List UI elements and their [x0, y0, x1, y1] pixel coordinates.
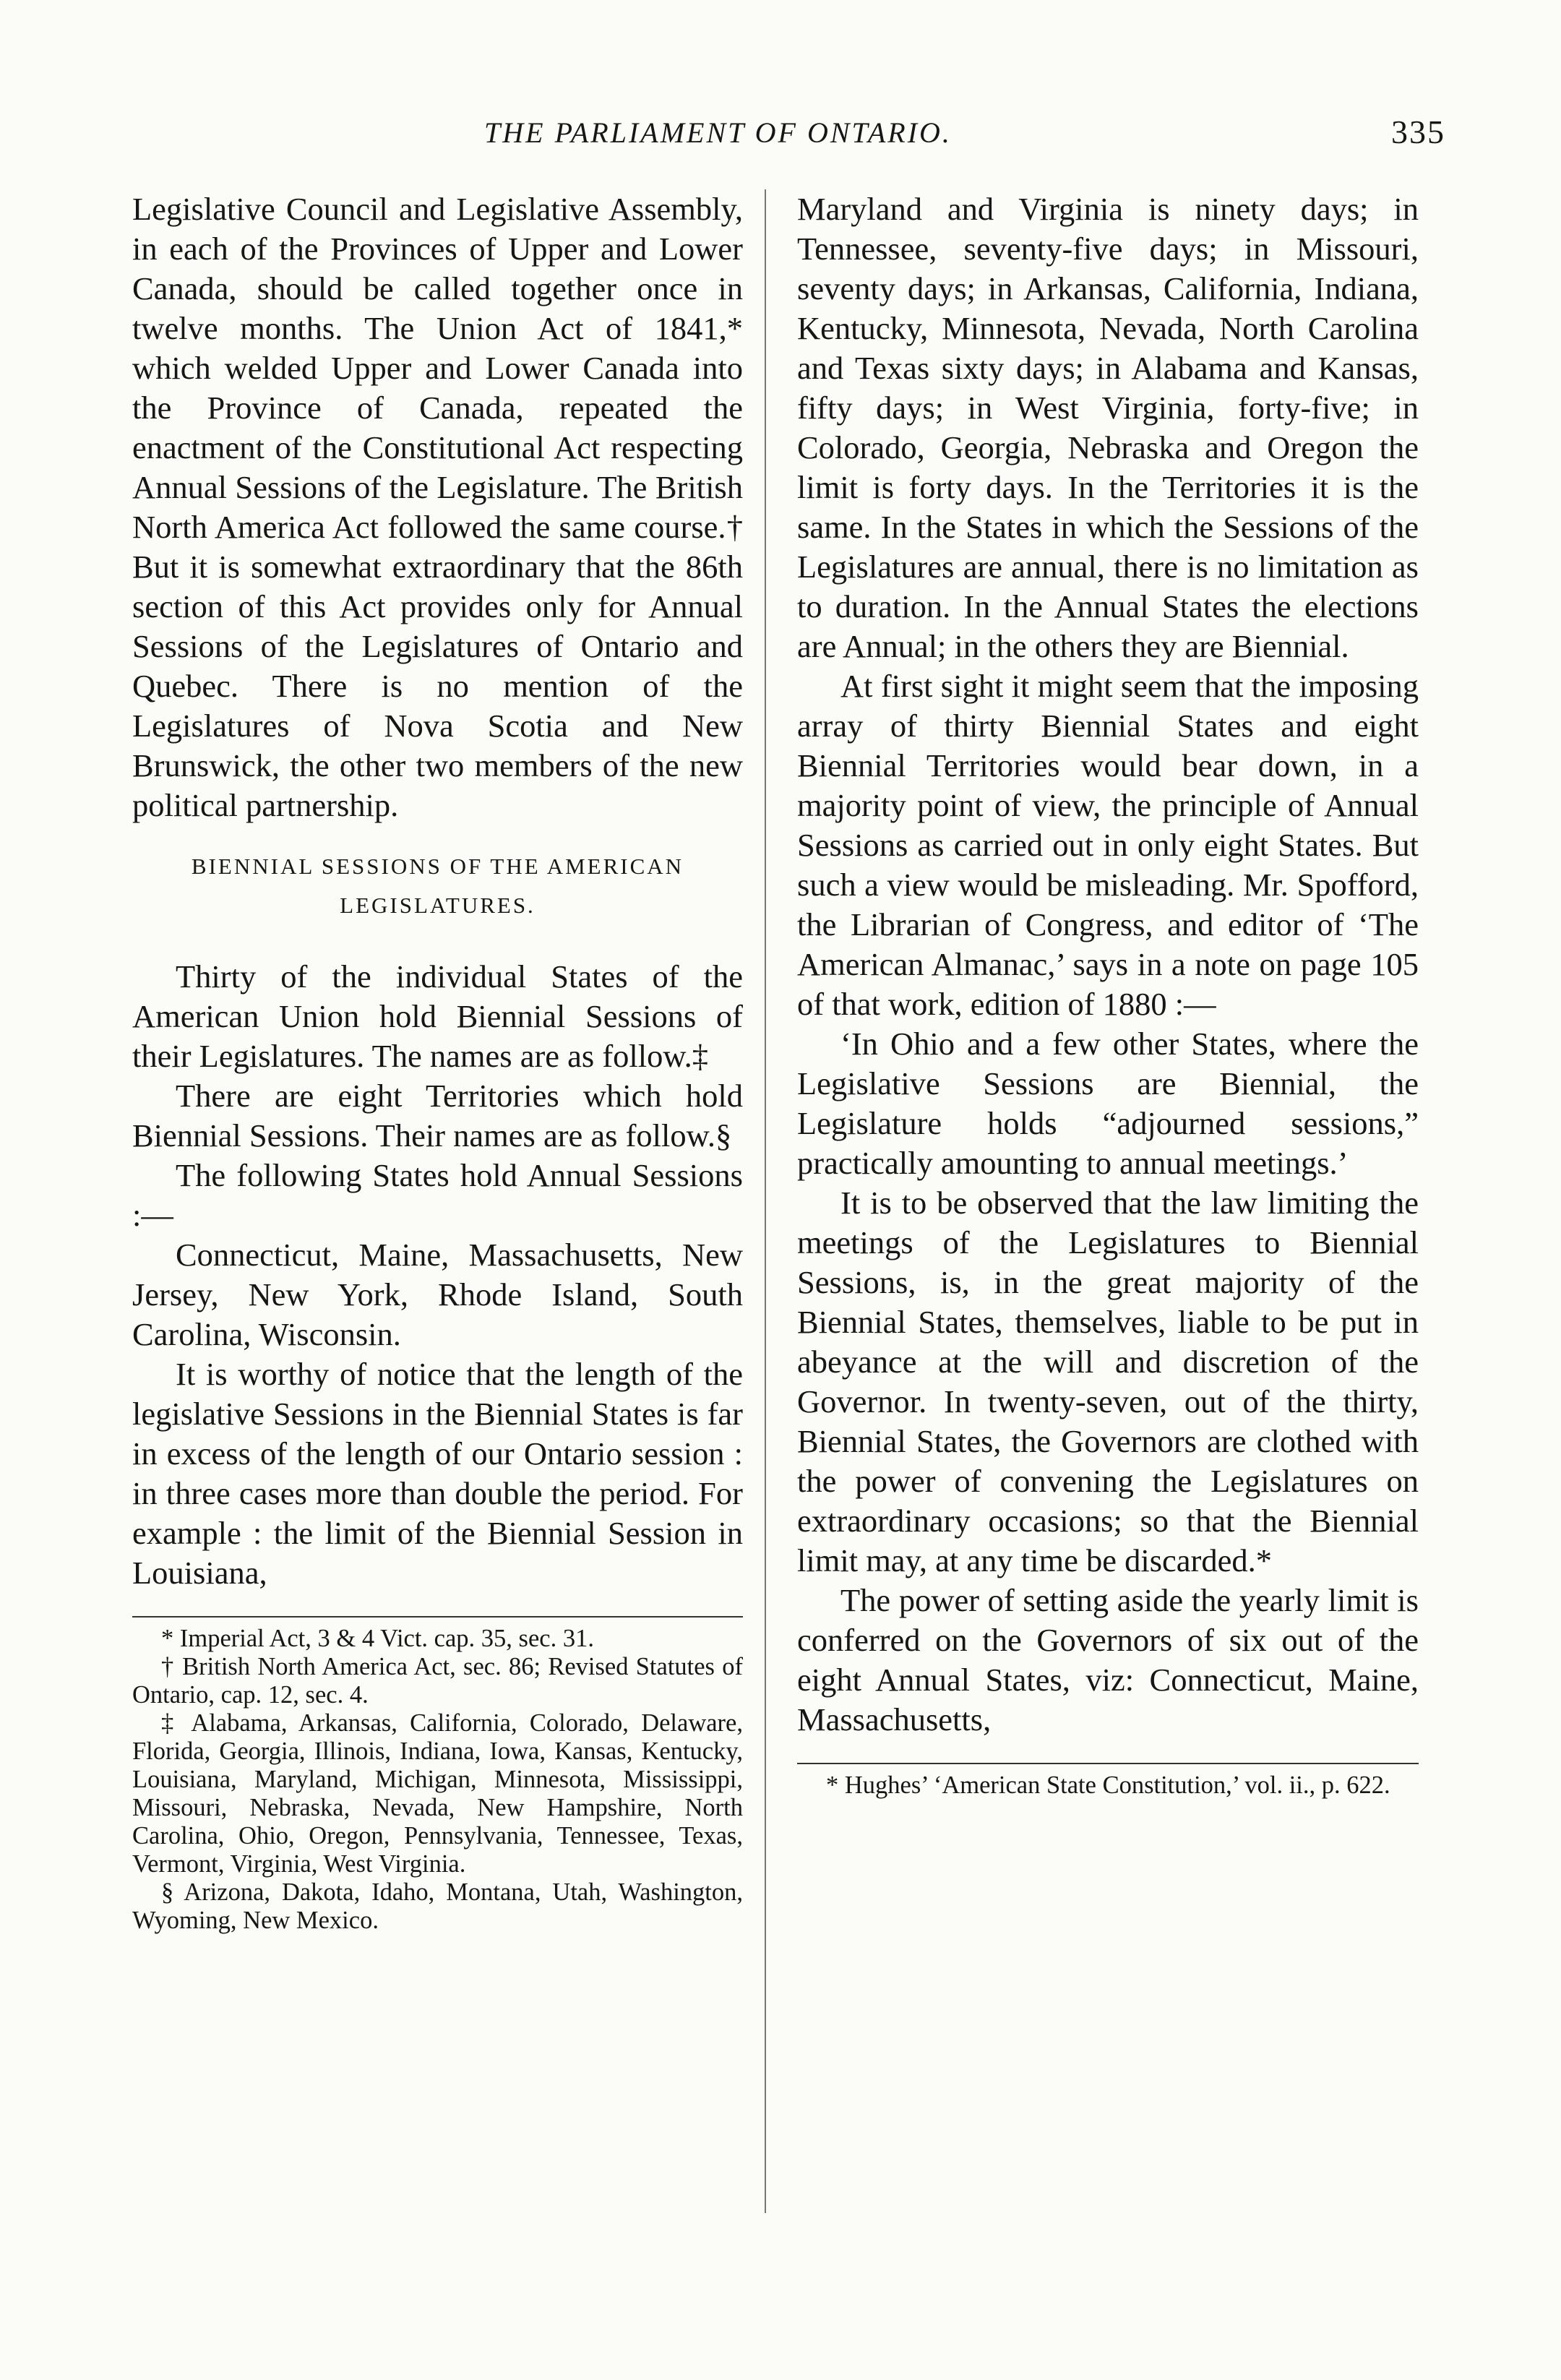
footnote: § Arizona, Dakota, Idaho, Montana, Utah, Washington, Wyoming, New Mexico. — [132, 1878, 743, 1934]
running-title: THE PARLIAMENT OF ONTARIO. — [484, 116, 952, 149]
footnote: * Hughes’ ‘American State Constitution,’ vol. ii., p. 622. — [826, 1771, 1390, 1799]
footnotes — [797, 1771, 1419, 1800]
page-header — [116, 108, 1445, 166]
footnote: † British North America Act, sec. 86; Revised Statutes of Ontario, cap. 12, sec. 4. — [132, 1653, 743, 1709]
left-column — [132, 189, 743, 1935]
column-divider — [765, 189, 766, 2213]
footnote: * Imperial Act, 3 & 4 Vict. cap. 35, sec. 31. — [161, 1625, 594, 1652]
body-paragraph: It is worthy of notice that the length of the legislative Sessions in the Biennial States is far in excess of the length of our Ontario session : in three cases more than double the period. For example : the limit of the Biennial Session in Louisiana, — [132, 1356, 743, 1591]
footnote-divider — [132, 1616, 743, 1618]
body-paragraph: Maryland and Virginia is ninety days; in Tennessee, seventy-five days; in Missouri, seventy days; in Arkansas, California, Indiana, Kentucky, Minnesota, Nevada, North Carolina and Texas sixty days; in Alabama and Kansas, fifty days; in West Virginia, forty-five; in Colorado, Georgia, Nebraska and Oregon the limit is forty days. In the Territories it is the same. In the States in which the Sessions of the Legislatures are annual, there is no limitation as to duration. In the Annual States the elections are Annual; in the others they are Biennial. — [797, 191, 1419, 664]
footnotes — [132, 1625, 743, 1935]
footnote: ‡ Alabama, Arkansas, California, Colorado, Delaware, Florida, Georgia, Illinois, Indiana, Iowa, Kansas, Kentucky, Louisiana, Maryland, Michigan, Minnesota, Mississippi, Missouri, Nebraska, Nevada, New Hampshire, North Carolina, Ohio, Oregon, Pennsylvania, Tennessee, Texas, Vermont, Virginia, West Virginia. — [132, 1709, 743, 1878]
body-paragraph: There are eight Territories which hold Biennial Sessions. Their names are as follow.§ — [132, 1078, 743, 1154]
body-paragraph: It is to be observed that the law limiting the meetings of the Legislatures to Biennial Sessions, is, in the great majority of the Biennial States, themselves, liable to be put in abeyance at the will and discretion of the Governor. In twenty-seven, out of the thirty, Biennial States, the Governors are clothed with the power of convening the Legislatures on extraordinary occasions; so that the Biennial limit may, at any time be discarded.* — [797, 1185, 1419, 1578]
body-paragraph: Connecticut, Maine, Massachusetts, New Jersey, New York, Rhode Island, South Carolina, Wisconsin. — [132, 1237, 743, 1352]
section-heading — [132, 847, 743, 925]
section-heading-line: BIENNIAL SESSIONS OF THE AMERICAN — [191, 854, 684, 879]
body-paragraph: The following States hold Annual Sessions :— — [132, 1157, 743, 1233]
footnote-divider — [797, 1763, 1419, 1764]
page-number: 335 — [1391, 113, 1445, 150]
section-heading-line: LEGISLATURES. — [340, 893, 536, 918]
body-paragraph: Legislative Council and Legislative Assembly, in each of the Provinces of Upper and Lower Canada, should be called together once in twelve months. The Union Act of 1841,* which welded Upper and Lower Canada into the Province of Canada, repeated the enactment of the Constitutional Act respecting Annual Sessions of the Legislature. The British North America Act followed the same course.† But it is somewhat extraordinary that the 86th section of this Act provides only for Annual Sessions of the Legislatures of Ontario and Quebec. There is no mention of the Legislatures of Nova Scotia and New Brunswick, the other two members of the new political partnership. — [132, 191, 743, 823]
right-column — [797, 189, 1419, 1800]
quoted-paragraph: ‘In Ohio and a few other States, where the Legislative Sessions are Biennial, the Legislature holds “adjourned sessions,” practically amounting to annual meetings.’ — [797, 1026, 1419, 1181]
body-paragraph: The power of setting aside the yearly limit is conferred on the Governors of six out of the eight Annual States, viz: Connecticut, Maine, Massachusetts, — [797, 1582, 1419, 1737]
body-paragraph: Thirty of the individual States of the American Union hold Biennial Sessions of their Legislatures. The names are as follow.‡ — [132, 958, 743, 1074]
body-paragraph: At first sight it might seem that the imposing array of thirty Biennial States and eight Biennial Territories would bear down, in a majority point of view, the principle of Annual Sessions as carried out in only eight States. But such a view would be misleading. Mr. Spofford, the Librarian of Congress, and editor of ‘The American Almanac,’ says in a note on page 105 of that work, edition of 1880 :— — [797, 668, 1419, 1022]
